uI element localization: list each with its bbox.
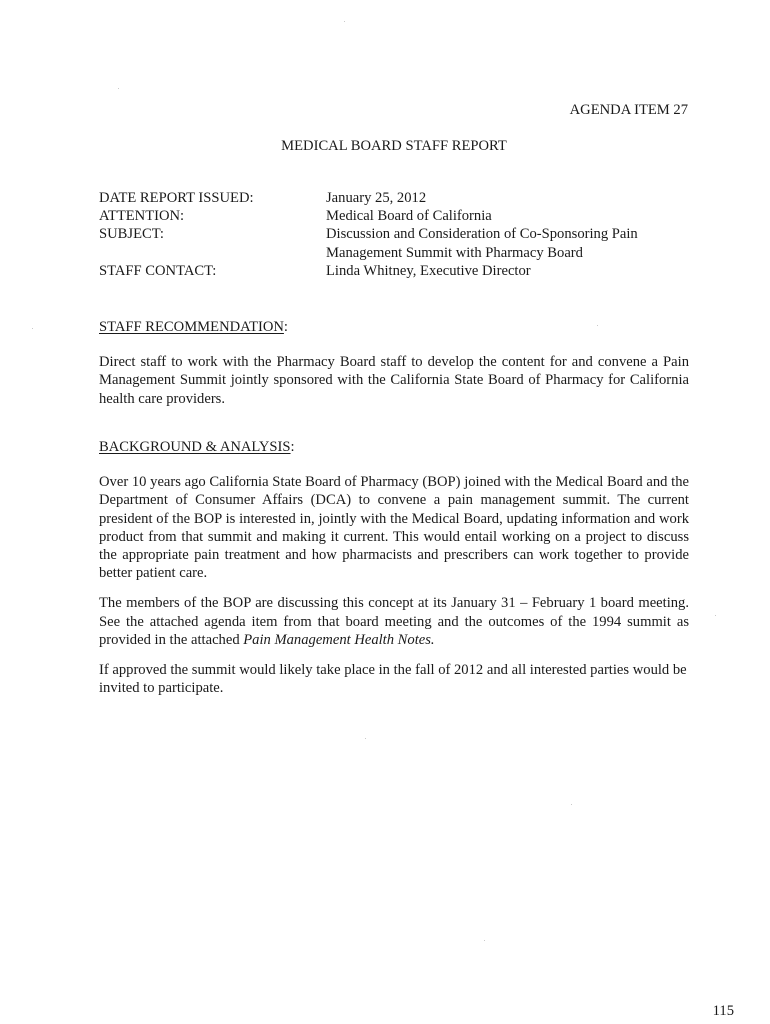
- background-paragraph-1: Over 10 years ago California State Board of Pharmacy (BOP) joined with the Medical Board and the Department of Consumer Affairs (DCA) to convene a pain management summit. The current president of the BOP is interested in, jointly with the Medical Board, updating information and work product from that summit and making it current. This would entail working on a project to discuss the appropriate pain treatment and how pharmacists and prescribers can work together to provide better patient care.: [99, 474, 689, 582]
- subject-value: Discussion and Consideration of Co-Sponsoring Pain Management Summit with Pharmacy Board: [326, 226, 638, 261]
- attention-value: Medical Board of California: [326, 208, 492, 225]
- agenda-item-label: AGENDA ITEM 27: [569, 102, 688, 118]
- scan-speck: [484, 940, 485, 941]
- background-heading-line: [99, 438, 689, 456]
- scan-speck: [118, 88, 119, 89]
- staff-recommendation-heading-line: [99, 318, 689, 336]
- meta-row-contact: [99, 262, 689, 280]
- meta-row-date: [99, 189, 689, 207]
- contact-value: Linda Whitney, Executive Director: [326, 262, 531, 279]
- staff-recommendation-heading: STAFF RECOMMENDATION: [99, 319, 284, 335]
- scan-speck: [597, 325, 598, 326]
- staff-recommendation-colon: :: [283, 319, 288, 335]
- scan-speck: [32, 328, 33, 329]
- staff-recommendation-text: Direct staff to work with the Pharmacy Board staff to develop the content for and convene a Pain Management Summit jointly sponsored with the California State Board of Pharmacy for California health care providers.: [99, 354, 689, 407]
- background-paragraph-3: If approved the summit would likely take place in the fall of 2012 and all interested parties would be invited to participate.: [99, 662, 687, 697]
- report-title: MEDICAL BOARD STAFF REPORT: [281, 138, 507, 154]
- background-analysis-section: [99, 438, 689, 697]
- health-notes-title: Pain Management Health Notes.: [243, 631, 435, 648]
- subject-label: SUBJECT:: [99, 226, 164, 243]
- page-number: 115: [712, 1003, 734, 1019]
- scan-speck: [344, 21, 345, 22]
- date-label: DATE REPORT ISSUED:: [99, 190, 254, 206]
- scan-speck: [365, 738, 366, 739]
- background-heading: BACKGROUND & ANALYSIS: [99, 439, 291, 455]
- background-paragraph-2-text: The members of the BOP are discussing this concept at its January 31 – February 1 board meeting. See the attached agenda item from that board meeting and the outcomes of the 1994 summit as provided in the attached: [99, 595, 689, 648]
- scan-speck: [715, 615, 716, 616]
- background-colon: :: [290, 439, 295, 455]
- scan-speck: [571, 804, 572, 805]
- staff-recommendation-section: [99, 318, 689, 408]
- report-metadata: [99, 189, 689, 280]
- date-value: January 25, 2012: [326, 190, 427, 206]
- attention-label: ATTENTION:: [99, 208, 185, 225]
- contact-label: STAFF CONTACT:: [99, 262, 217, 279]
- background-paragraph-2: [99, 594, 689, 649]
- meta-row-attention: [99, 207, 689, 225]
- meta-row-subject: [99, 225, 689, 261]
